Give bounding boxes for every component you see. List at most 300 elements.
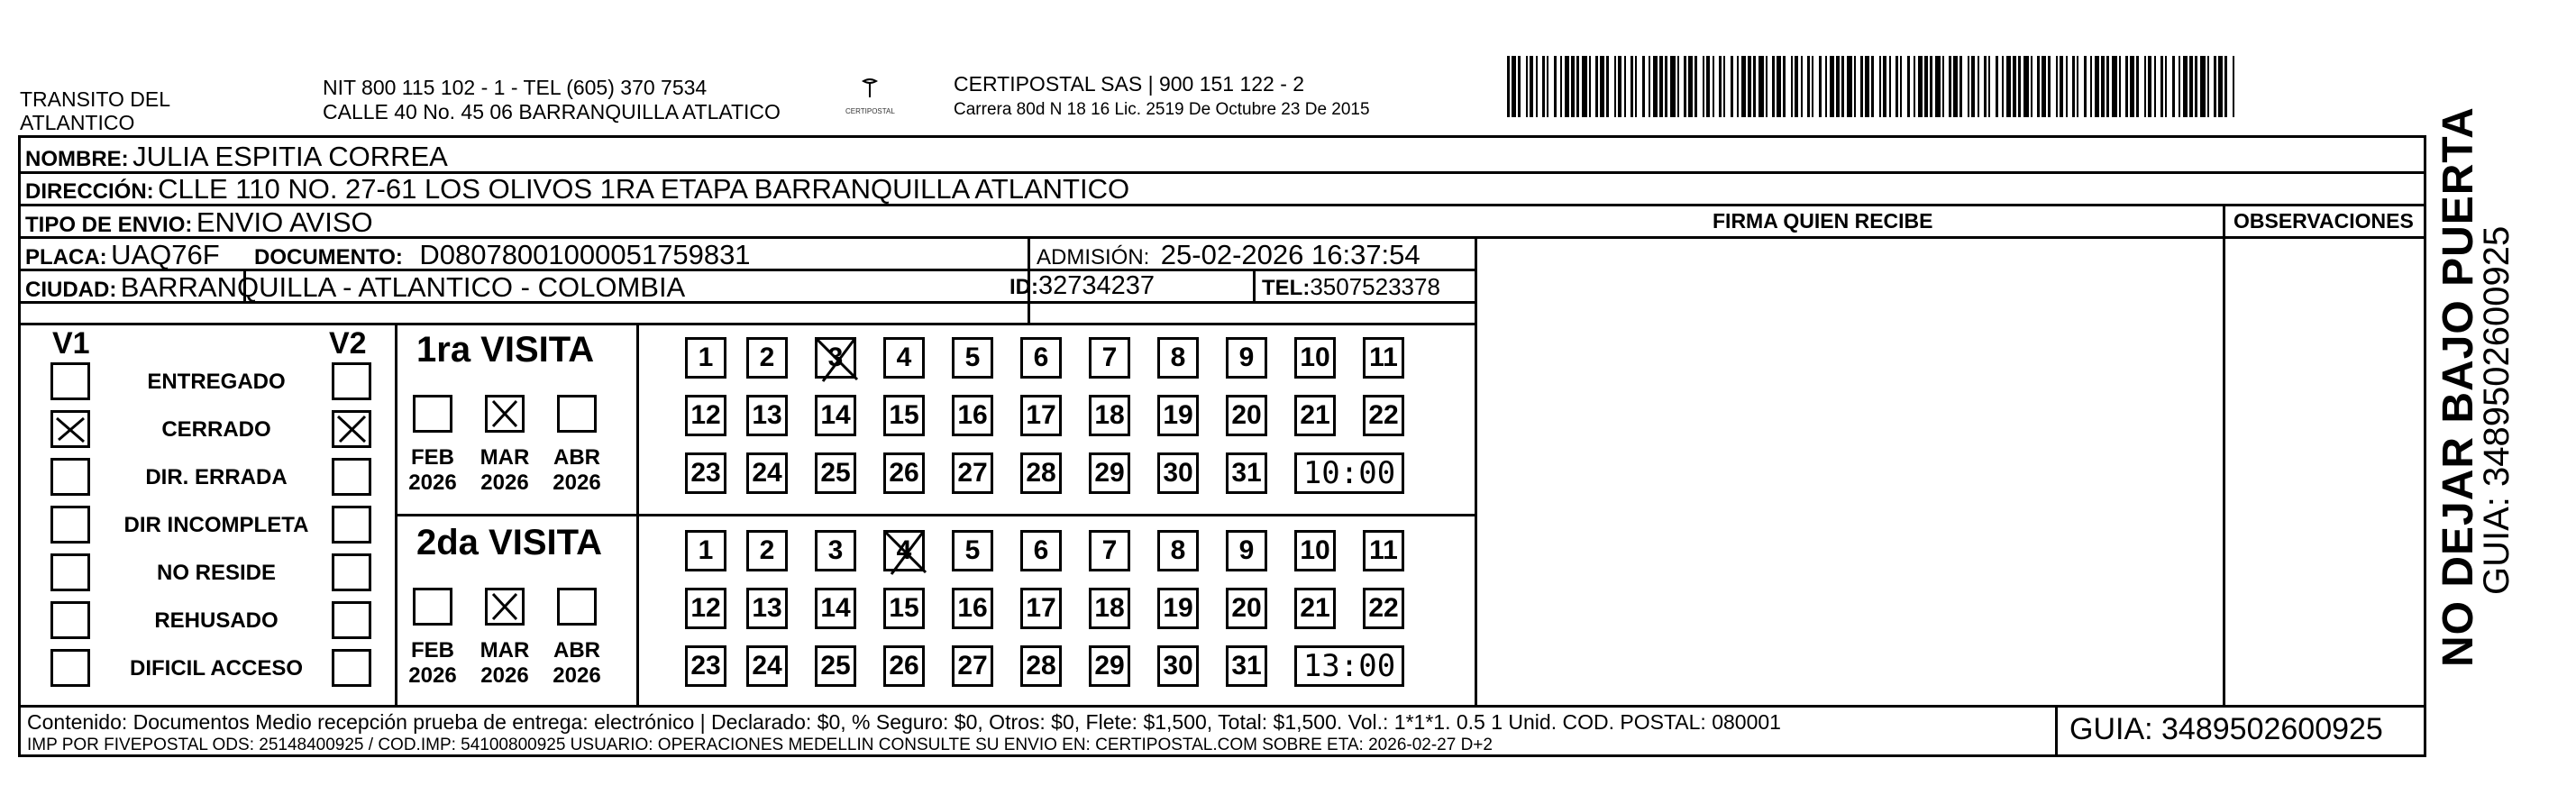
day-box[interactable] [1157,337,1199,379]
barcode-bar [1772,56,1775,117]
day-number: 19 [1163,400,1193,430]
admision-label: ADMISIÓN: [1037,245,1150,270]
status-label: DIFICIL ACCESO [129,656,303,681]
day-number: 7 [1101,535,1118,565]
v2-checkbox[interactable] [332,553,371,591]
day-box[interactable] [1363,395,1404,436]
barcode-bar [2144,56,2146,117]
barcode-bar [1825,56,1827,117]
day-box[interactable] [815,452,856,494]
day-box[interactable] [1089,588,1130,629]
day-box[interactable] [1020,530,1062,571]
barcode-bar [1766,56,1768,117]
day-box[interactable] [1157,395,1199,436]
barcode-bar [1659,56,1663,117]
day-number: 26 [889,458,919,488]
day-box[interactable] [815,395,856,436]
day-number: 16 [957,593,988,623]
day-box[interactable] [746,452,788,494]
placa-row [25,239,220,271]
month-label: MAR 2026 [480,445,530,495]
barcode-bar [1801,56,1803,117]
tel-value: 3507523378 [1310,273,1440,300]
day-box[interactable] [746,530,788,571]
month-checkbox[interactable] [485,588,525,626]
placa-label: PLACA: [25,245,107,270]
month-label: FEB 2026 [408,638,457,688]
month-checkbox[interactable] [413,588,452,626]
barcode-bar [1860,56,1863,117]
documento-value: D08078001000051759831 [419,239,751,270]
barcode-bar [1713,56,1714,117]
barcode-bar [1783,56,1786,117]
barcode-bar [1688,56,1693,117]
day-box[interactable] [952,645,993,687]
barcode-bar [2224,56,2227,117]
barcode-bar [1841,56,1844,117]
id-row [1009,271,1155,301]
day-box[interactable] [1226,645,1267,687]
handwritten-time: 10:00 [1302,455,1396,491]
barcode-bar [1791,56,1793,117]
barcode-bar [2031,56,2032,117]
barcode-bar [1812,56,1813,117]
barcode-bar [2037,56,2040,117]
day-number: 13 [752,400,782,430]
v2-checkbox[interactable] [332,506,371,544]
day-number: 25 [820,651,851,681]
barcode-bar [1988,56,1990,117]
barcode-bar [1930,56,1932,117]
day-number: 25 [820,458,851,488]
day-box[interactable] [1157,645,1199,687]
barcode-bar [1631,56,1633,117]
barcode-bar [2013,56,2016,117]
form-frame [18,135,2426,757]
barcode-bar [2160,56,2163,117]
day-number: 4 [896,535,912,565]
sender-name: TRANSITO DEL ATLANTICO [20,87,170,134]
day-box[interactable] [1226,588,1267,629]
barcode-bar [1706,56,1710,117]
day-box[interactable] [1089,337,1130,379]
barcode-bar [1600,56,1604,117]
day-number: 6 [1033,343,1049,372]
day-number: 14 [820,400,851,430]
barcode-bar [1653,56,1658,117]
barcode-bar [1942,56,1944,117]
barcode-bar [2090,56,2092,117]
time-box[interactable] [1294,645,1404,687]
ciudad-label: CIUDAD: [25,278,117,302]
day-number: 29 [1094,651,1125,681]
barcode-bar [1554,56,1557,117]
v1-checkbox[interactable] [50,506,90,544]
barcode-bar [1512,56,1516,117]
barcode-bar [2195,56,2197,117]
barcode-bar [2183,56,2188,117]
barcode-bar [1536,56,1538,117]
day-box[interactable] [1020,452,1062,494]
handwritten-time: 13:00 [1302,648,1396,684]
day-number: 21 [1300,400,1330,430]
barcode-bar [1614,56,1616,117]
day-box[interactable] [1294,530,1336,571]
day-box[interactable] [883,645,925,687]
day-box[interactable] [1020,337,1062,379]
day-box[interactable] [1363,337,1404,379]
direccion-value: CLLE 110 NO. 27-61 LOS OLIVOS 1RA ETAPA BARRANQUILLA ATLANTICO [158,173,1130,205]
day-number: 24 [752,651,782,681]
barcode-bar [2165,56,2167,117]
day-number: 5 [964,535,981,565]
barcode-bar [2189,56,2193,117]
barcode-bar [1978,56,1979,117]
barcode-bar [2006,56,2011,117]
status-label: CERRADO [161,417,271,442]
month-checkbox[interactable] [485,395,525,433]
status-label: NO RESIDE [156,561,277,585]
day-box[interactable] [1089,395,1130,436]
day-box[interactable] [746,588,788,629]
day-box[interactable] [1020,645,1062,687]
carrier-line1: CERTIPOSTAL SAS | 900 151 122 - 2 [954,72,1305,96]
day-box[interactable] [1157,452,1199,494]
day-number: 1 [698,535,714,565]
barcode-bar [2042,56,2046,117]
barcode-bar [2023,56,2029,117]
barcode-bar [1526,56,1528,117]
barcode-bar [2018,56,2021,117]
sender-line1: NIT 800 115 102 - 1 - TEL (605) 370 7534 [323,76,708,99]
barcode-bar [1836,56,1840,117]
footer-content: Contenido: Documentos Medio recepción prueba de entrega: electrónico | Declarado: $0, % Seguro: $0, Otros: $0, Flete: $1,500, Total: $1,500. Vol.: 1*1*1. 0.5 1 Unid. COD. POSTAL: 080001 [27,710,1781,734]
day-box[interactable] [883,337,925,379]
barcode-bar [1642,56,1645,117]
barcode-bar [2048,56,2051,117]
day-number: 18 [1094,400,1125,430]
barcode-bar [1968,56,1969,117]
placa-value: UAQ76F [111,239,220,270]
barcode-bar [2125,56,2128,117]
barcode-bar [1935,56,1941,117]
day-box[interactable] [1363,588,1404,629]
day-box[interactable] [1157,588,1199,629]
month-label: ABR 2026 [553,445,601,495]
barcode-bar [2072,56,2075,117]
barcode-bar [1507,56,1510,117]
barcode-bar [1542,56,1545,117]
barcode-bar [1883,56,1886,117]
month-checkbox[interactable] [413,395,452,433]
day-number: 11 [1369,343,1398,372]
day-number: 21 [1300,593,1330,623]
firma-label: FIRMA QUIEN RECIBE [1713,209,1933,233]
day-number: 3 [827,343,844,372]
day-box[interactable] [1363,530,1404,571]
day-box[interactable] [1294,337,1336,379]
day-box[interactable] [685,395,726,436]
cross-mark [882,527,929,585]
direccion-label: DIRECCIÓN: [25,179,154,204]
status-label: DIR. ERRADA [145,465,288,489]
footer-guia: GUIA: 3489502600925 [2069,712,2383,746]
barcode-bar [2095,56,2099,117]
admision-row [1037,239,1420,271]
day-box[interactable] [815,337,856,379]
barcode-bar [1758,56,1764,117]
day-box[interactable] [883,530,925,571]
barcode-bar [1684,56,1686,117]
day-number: 6 [1033,535,1049,565]
admision-value: 25-02-2026 16:37:54 [1160,239,1420,270]
barcode-bar [1618,56,1621,117]
day-number: 22 [1368,593,1399,623]
v2-checkbox[interactable] [332,601,371,639]
day-number: 9 [1238,535,1255,565]
tipo-row [25,206,373,239]
day-number: 27 [957,458,988,488]
visit-title: 2da VISITA [416,523,602,562]
day-box[interactable] [1226,530,1267,571]
nombre-row [25,141,448,173]
v1-checkbox[interactable] [50,649,90,687]
barcode-bar [2218,56,2223,117]
v2-checkbox[interactable] [332,458,371,496]
barcode-bar [1889,56,1891,117]
day-number: 28 [1026,651,1056,681]
v1-checkbox[interactable] [50,458,90,496]
day-box[interactable] [952,530,993,571]
day-number: 31 [1231,458,1262,488]
barcode-bar [2148,56,2151,117]
barcode-bar [1819,56,1822,117]
day-number: 30 [1163,458,1193,488]
day-box[interactable] [1226,337,1267,379]
barcode-bar [1984,56,1987,117]
day-number: 18 [1094,593,1125,623]
footer-imp: IMP POR FIVEPOSTAL ODS: 25148400925 / COD.IMP: 54100800925 USUARIO: OPERACIONES MEDELLIN CONSULTE SU ENVIO EN: CERTIPOSTAL.COM SOBRE ETA: 2026-02-27 D+2 [27,736,1493,754]
day-box[interactable] [883,452,925,494]
month-label: ABR 2026 [553,638,601,688]
barcode-bar [1741,56,1746,117]
day-box[interactable] [952,588,993,629]
barcode-bar [1830,56,1834,117]
barcode-bar [1530,56,1533,117]
barcode-bar [1582,56,1587,117]
day-number: 7 [1101,343,1118,372]
day-box[interactable] [685,337,726,379]
barcode-bar [2130,56,2134,117]
day-box[interactable] [1157,530,1199,571]
day-box[interactable] [883,588,925,629]
day-box[interactable] [883,395,925,436]
day-number: 29 [1094,458,1125,488]
day-box[interactable] [746,395,788,436]
v1-checkbox[interactable] [50,553,90,591]
barcode-bar [1914,56,1915,117]
day-box[interactable] [685,645,726,687]
barcode-bar [1924,56,1928,117]
barcode-bar [2233,56,2234,117]
barcode-bar [1865,56,1869,117]
month-label: FEB 2026 [408,445,457,495]
barcode-bar [1854,56,1856,117]
barcode-bar [2136,56,2139,117]
tel-row [1262,273,1440,301]
day-number: 16 [957,400,988,430]
day-number: 5 [964,343,981,372]
day-box[interactable] [746,337,788,379]
nombre-label: NOMBRE: [25,147,129,171]
month-label: MAR 2026 [480,638,530,688]
v2-checkbox[interactable] [332,362,371,400]
barcode-bar [1665,56,1667,117]
barcode-bar [1560,56,1562,117]
barcode-bar [1635,56,1637,117]
barcode-bar [1703,56,1704,117]
day-box[interactable] [1020,395,1062,436]
day-box[interactable] [685,530,726,571]
barcode-bar [1959,56,1962,117]
barcode-bar [1547,56,1548,117]
day-box[interactable] [1226,395,1267,436]
day-box[interactable] [815,588,856,629]
barcode-bar [1795,56,1798,117]
barcode-bar [1723,56,1725,117]
barcode-bar [1777,56,1781,117]
barcode-bar [1971,56,1975,117]
barcode-bar [1996,56,1998,117]
day-number: 26 [889,651,919,681]
day-number: 2 [759,343,775,372]
day-number: 24 [752,458,782,488]
barcode-bar [2154,56,2156,117]
day-box[interactable] [1089,645,1130,687]
day-number: 17 [1026,593,1056,623]
day-box[interactable] [815,530,856,571]
day-box[interactable] [1226,452,1267,494]
id-value: 32734237 [1038,271,1156,300]
barcode-bar [2179,56,2180,117]
barcode-bar [1649,56,1650,117]
day-number: 23 [690,651,721,681]
barcode-bar [1907,56,1910,117]
barcode-bar [2084,56,2087,117]
barcode-bar [1518,56,1521,117]
day-box[interactable] [1294,395,1336,436]
v1-checkbox[interactable] [50,410,90,448]
tel-label: TEL: [1262,276,1311,300]
barcode-bar [1571,56,1575,117]
day-box[interactable] [815,645,856,687]
day-box[interactable] [1294,588,1336,629]
day-box[interactable] [746,645,788,687]
v2-checkbox[interactable] [332,649,371,687]
barcode-bar [2066,56,2068,117]
day-number: 28 [1026,458,1056,488]
day-number: 14 [820,593,851,623]
month-checkbox[interactable] [557,588,597,626]
barcode-bar [2002,56,2004,117]
month-checkbox[interactable] [557,395,597,433]
day-number: 31 [1231,651,1262,681]
carrier-logo [838,78,901,121]
barcode-bar [2172,56,2175,117]
day-number: 19 [1163,593,1193,623]
barcode-bar [1624,56,1626,117]
day-number: 12 [690,593,721,623]
day-box[interactable] [952,452,993,494]
day-number: 15 [889,593,919,623]
day-box[interactable] [952,337,993,379]
day-number: 23 [690,458,721,488]
day-box[interactable] [952,395,993,436]
barcode [1507,56,2239,119]
barcode-bar [2056,56,2058,117]
barcode-bar [1694,56,1697,117]
day-number: 4 [896,343,912,372]
day-box[interactable] [1020,588,1062,629]
day-box[interactable] [1089,452,1130,494]
barcode-bar [1565,56,1569,117]
barcode-bar [2119,56,2121,117]
status-label: ENTREGADO [147,370,286,394]
time-box[interactable] [1294,452,1404,494]
day-box[interactable] [1089,530,1130,571]
barcode-bar [1606,56,1609,117]
barcode-bar [1670,56,1676,117]
barcode-bar [1847,56,1852,117]
barcode-bar [2112,56,2117,117]
day-number: 22 [1368,400,1399,430]
ciudad-value: BARRANQUILLA - ATLANTICO - COLOMBIA [120,271,686,303]
visit-title: 1ra VISITA [416,330,595,370]
day-number: 27 [957,651,988,681]
day-number: 12 [690,400,721,430]
v1-label: V1 [52,326,90,361]
barcode-bar [1737,56,1739,117]
day-number: 13 [752,593,782,623]
day-number: 3 [827,535,844,565]
barcode-bar [1748,56,1751,117]
day-number: 10 [1300,343,1330,372]
day-number: 15 [889,400,919,430]
tipo-label: TIPO DE ENVIO: [25,213,193,237]
ciudad-row [25,271,685,304]
carrier-line2: Carrera 80d N 18 16 Lic. 2519 De Octubre 23 De 2015 [954,100,1370,119]
barcode-bar [1879,56,1881,117]
day-number: 30 [1163,651,1193,681]
documento-row [254,239,751,271]
status-label: REHUSADO [154,608,279,633]
v2-label: V2 [329,326,367,361]
day-box[interactable] [685,452,726,494]
barcode-bar [1677,56,1679,117]
v2-checkbox[interactable] [332,410,371,448]
barcode-bar [1731,56,1733,117]
day-number: 1 [698,343,714,372]
v1-checkbox[interactable] [50,362,90,400]
barcode-bar [1719,56,1722,117]
barcode-bar [2106,56,2109,117]
v1-checkbox[interactable] [50,601,90,639]
documento-label: DOCUMENTO: [254,245,403,270]
barcode-bar [2060,56,2063,117]
day-box[interactable] [685,588,726,629]
barcode-bar [1576,56,1579,117]
day-number: 8 [1170,343,1186,372]
